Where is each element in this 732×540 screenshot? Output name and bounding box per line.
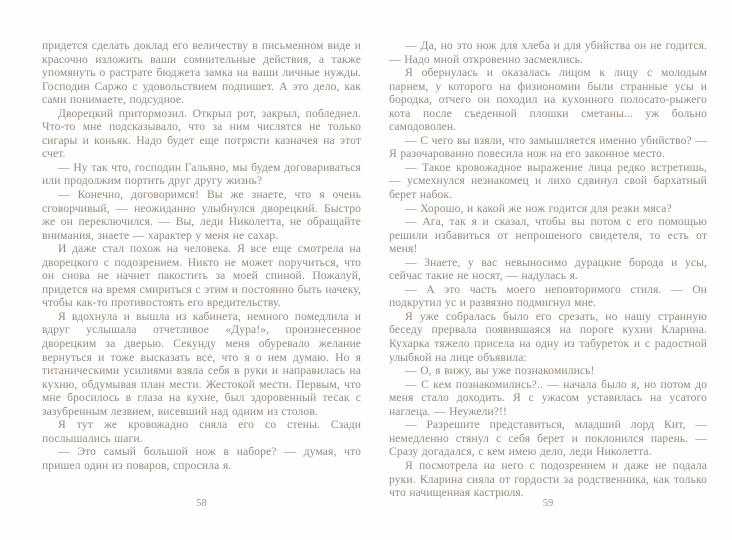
paragraph: Дворецкий притормозил. Открыл рот, закрыл, побледнел. Что-то мне подсказывало, что за ним числятся не только сигары и коньяк. Надо будет еще потрясти казначея на этот счет. [42, 106, 361, 161]
right-page-text [389, 39, 707, 500]
paragraph: — С кем познакомились?.. — начала было я, но потом до меня стало доходить. Я с ужасом уставилась на усатого наглеца. — Неужели?!! [389, 377, 707, 418]
paragraph: — Хорошо, и какой же нож годится для резки мяса? [405, 201, 672, 215]
paragraph: — Это самый большой нож в наборе? — думая, что пришел один из поваров, спросила я. [42, 445, 361, 472]
paragraph: — Такое кровожадное выражение лица редко встретишь, — усмехнулся незнакомец и лихо сдвинул свой бархатный берет набок. [389, 160, 707, 202]
paragraph: Я уже собралась было его срезать, но нашу странную беседу прервала появившаяся на пороге кухни Кларина. Кухарка тяжело присела на одну из табуреток и с радостной улыбкой на лице объявила: [389, 309, 707, 364]
right-page-number: 59 [542, 498, 554, 509]
paragraph: — А это часть моего неповторимого стиля. — Он подкрутил ус и развязно подмигнул мне. [389, 282, 707, 310]
paragraph: — Да, но это нож для хлеба и для убийства он не годится. — Надо мной откровенно засмеялись. [389, 39, 707, 66]
paragraph: — Ну так что, господин Гальяно, мы будем договариваться или продолжим портить друг другу жизнь? [42, 160, 361, 188]
left-page-number: 58 [196, 498, 207, 509]
paragraph: — Ага, так я и сказал, чтобы вы потом с его помощью решили избавиться от непрошеного свидетеля, то есть от меня! [389, 215, 707, 256]
paragraph: — О, я вижу, вы уже познакомились! [405, 364, 595, 378]
left-page-text [42, 39, 361, 473]
paragraph: Я посмотрела на него с подозрением и даже не подала руки. Кларина сияла от гордости за родственника, как только что начищенная кастрюля. [389, 458, 707, 500]
paragraph: — Разрешите представиться, младший лорд Кит, — немедленно стянул с себя берет и поклонился парень. — Сразу догадался, с кем имею дело, леди Николетта. [389, 418, 707, 459]
paragraph: Я тут же кровожадно сняла его со стены. Сзади послышались шаги. [42, 418, 361, 445]
paragraph: Я вдохнула и вышла из кабинета, немного помедлила и вдруг услышала отчетливое «Дура!», произнесенное дворецким за дверью. Секунду меня обуревало желание вернуться и тоже высказать все, что я о нем думаю. Но я титаническими усилиями взяла себя в руки и направилась на кухню, обдумывая план мести. Жестокой мести. Первым, что мне бросилось в глаза на кухне, был здоровенный тесак с зазубренным лезвием, висевший над одним из столов. [42, 309, 361, 418]
paragraph: — Конечно, договоримся! Вы же знаете, что я очень сговорчивый, — неожиданно улыбнулся дворецкий. Быстро же он переключился. — Вы, леди Николетта, не обращайте внимания, знаете — характер у меня не сахар. [42, 188, 361, 242]
paragraph: И даже стал похож на человека. Я все еще смотрела на дворецкого с подозрением. Никто не может поручиться, что он снова не начнет пакостить за моей спиной. Пожалуй, придется на время смириться с этим и постоянно быть начеку, чтобы как-то противостоять его вредительству. [42, 242, 361, 310]
paragraph: Я обернулась и оказалась лицом к лицу с молодым парнем, у которого на физиономии были странные усы и бородка, отчего он походил на кухонного полосато-рыжего кота после съеденной плошки сметаны... уж больно самодоволен. [389, 66, 707, 134]
paragraph: — Знаете, у вас невыносимо дурацкие борода и усы, сейчас такие не носят, — надулась я. [389, 255, 707, 283]
paragraph: — С чего вы взяли, что замышляется именно убийство? — Я разочарованно повесила нож на его законное место. [389, 133, 707, 161]
paragraph: придется сделать доклад его величеству в письменном виде и красочно изложить ваши сомнительные действия, а также упомянуть о растрате бюджета замка на ваши личные нужды. Господин Саржо с удовольствием подпишет. А это дело, как сами понимаете, подсудное. [42, 39, 361, 107]
